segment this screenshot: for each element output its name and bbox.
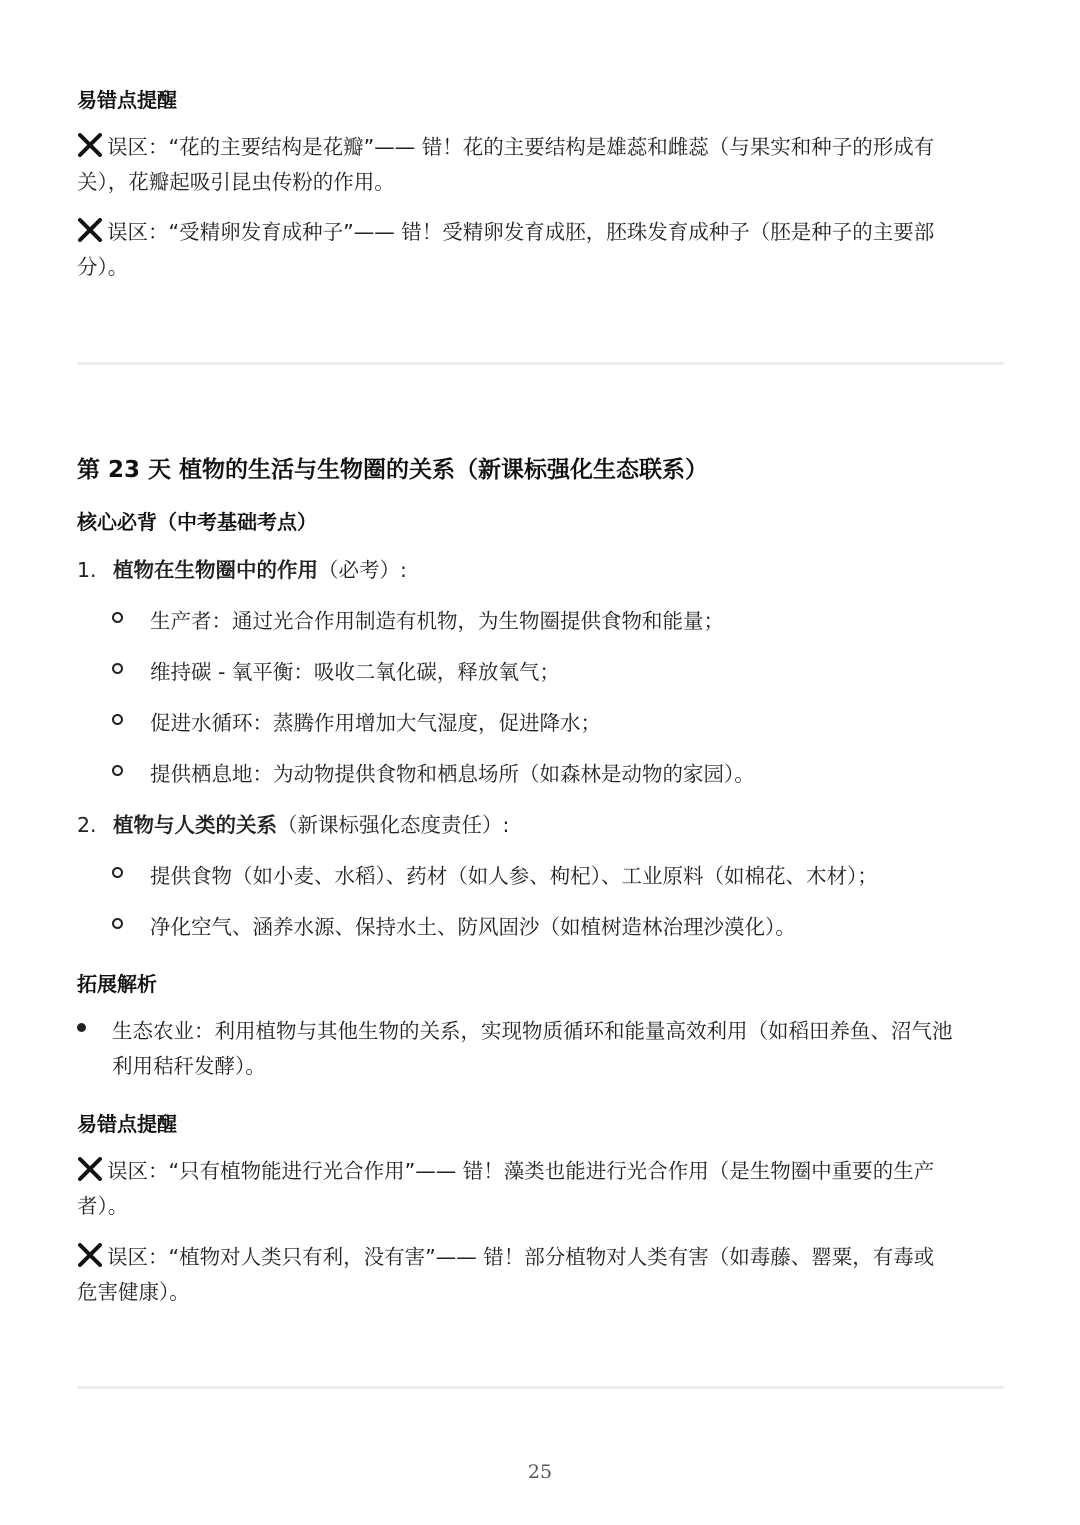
mistake-item [77,130,1017,200]
mistake-line: 关），花瓣起吸引昆虫传粉的作用。 [77,170,395,194]
mistake-item [77,1240,1017,1310]
cross-icon [77,1157,103,1181]
day-title: 第 23 天 植物的生活与生物圈的关系（新课标强化生态联系） [77,457,709,483]
cross-icon [77,218,103,242]
numbered-item [77,808,509,843]
mistake-line: 分）。 [77,255,129,279]
solid-bullet-icon [77,1023,86,1032]
mistake-line: 误区：“受精卵发育成种子”—— 错！受精卵发育成胚，胚珠发育成种子（胚是种子的主要部 [77,215,1017,250]
hollow-bullet-icon [112,612,123,623]
sub-item: 提供栖息地：为动物提供食物和栖息场所（如森林是动物的家园）。 [150,762,755,786]
numbered-item [77,553,407,588]
core-heading: 核心必背（中考基础考点） [77,510,317,534]
section-heading-mistakes: 易错点提醒 [77,1112,177,1136]
extension-heading: 拓展解析 [77,972,157,996]
hollow-bullet-icon [112,663,123,674]
mistake-line: 误区：“花的主要结构是花瓣”—— 错！花的主要结构是雄蕊和雌蕊（与果实和种子的形成有 [77,130,1017,165]
mistake-line: 误区：“只有植物能进行光合作用”—— 错！藻类也能进行光合作用（是生物圈中重要的生产 [77,1154,1017,1189]
extension-line: 生态农业：利用植物与其他生物的关系，实现物质循环和能量高效利用（如稻田养鱼、沼气池 [112,1019,953,1043]
item-number: 1. [77,558,97,582]
sub-item: 净化空气、涵养水源、保持水土、防风固沙（如植树造林治理沙漠化）。 [150,915,796,939]
section-divider [77,362,1004,365]
hollow-bullet-icon [112,765,123,776]
item-suffix: （必考）: [318,558,407,582]
extension-line: 利用秸秆发酵）。 [112,1054,266,1078]
sub-item: 维持碳 - 氧平衡：吸收二氧化碳，释放氧气； [150,660,560,684]
item-number: 2. [77,813,97,837]
mistake-line: 误区：“植物对人类只有利，没有害”—— 错！部分植物对人类有害（如毒藤、罂粟，有毒或 [77,1240,1017,1275]
cross-icon [77,133,103,157]
sub-item: 促进水循环：蒸腾作用增加大气湿度，促进降水； [150,711,601,735]
item-label: 植物在生物圈中的作用 [113,558,318,582]
hollow-bullet-icon [112,867,123,878]
cross-icon [77,1243,103,1267]
sub-item: 提供食物（如小麦、水稻）、药材（如人参、枸杞）、工业原料（如棉花、木材）； [150,864,878,888]
mistake-line: 者）。 [77,1194,129,1218]
extension-item [112,1014,1017,1084]
section-heading-mistakes: 易错点提醒 [77,88,177,112]
hollow-bullet-icon [112,918,123,929]
sub-item: 生产者：通过光合作用制造有机物，为生物圈提供食物和能量； [150,609,724,633]
hollow-bullet-icon [112,714,123,725]
item-suffix: （新课标强化态度责任）: [277,813,510,837]
section-divider [77,1386,1004,1389]
mistake-item [77,215,1017,285]
item-label: 植物与人类的关系 [113,813,277,837]
mistake-item [77,1154,1017,1224]
mistake-line: 危害健康）。 [77,1280,190,1304]
page-number: 25 [527,1461,553,1483]
